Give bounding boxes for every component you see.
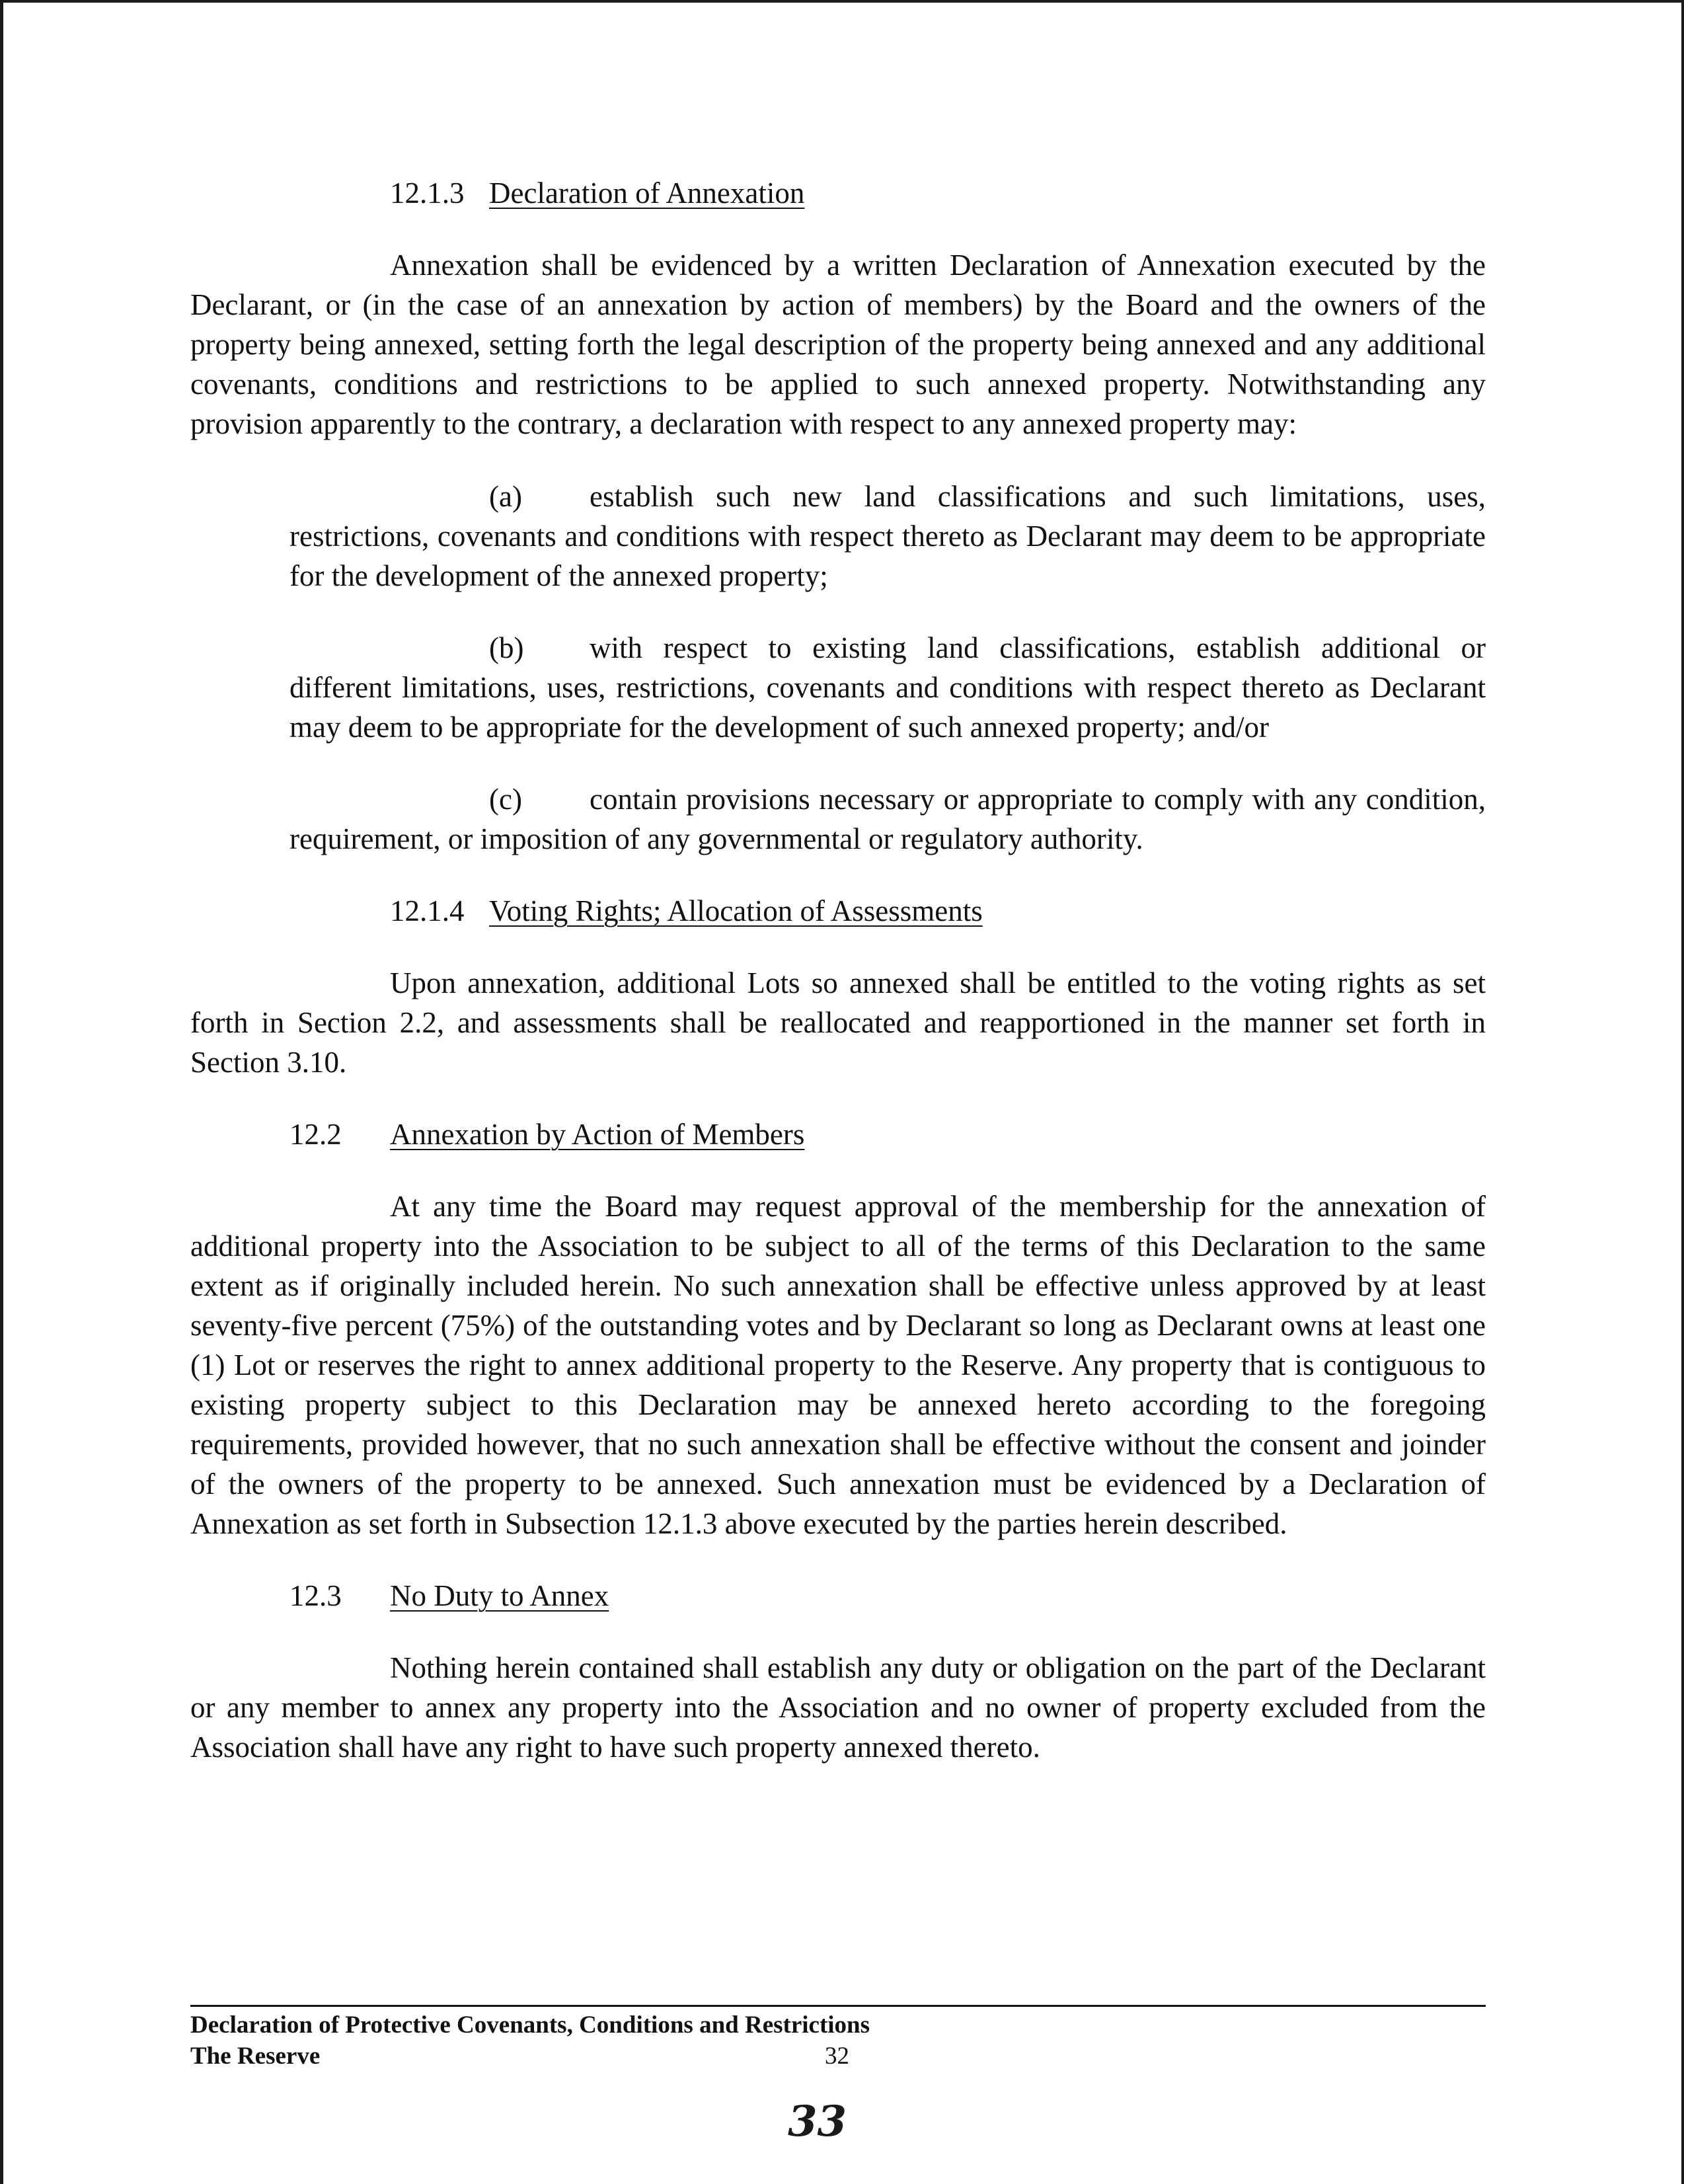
list-item-text: with respect to existing land classifications, establish additional or different limitations, uses, restrictions, covenants and conditions with respect thereto as Declarant may deem to be appropriate for the development of such annexed property; and/or <box>289 631 1486 744</box>
footer-document-title: Declaration of Protective Covenants, Conditions and Restrictions <box>190 2011 870 2039</box>
scan-border-left <box>0 0 3 2184</box>
page-footer <box>190 2009 1486 2072</box>
list-item-label: (c) <box>489 783 522 816</box>
paragraph-12-1-3: Annexation shall be evidenced by a written Declaration of Annexation executed by the Declarant, or (in the case of an annexation by action of members) by the Board and the owners of the property being annexed, setting forth the legal description of the property being annexed and any additional covenants, conditions and restrictions to be applied to such annexed property. Notwithstanding any provision apparently to the contrary, a declaration with respect to any annexed property may: <box>190 249 1486 440</box>
heading-12-2 <box>190 1114 1486 1154</box>
heading-12-1-4 <box>190 891 1486 931</box>
heading-title: Voting Rights; Allocation of Assessments <box>489 894 983 927</box>
heading-title: No Duty to Annex <box>390 1579 609 1612</box>
footer-community-name: The Reserve <box>190 2043 321 2070</box>
paragraph-12-3: Nothing herein contained shall establish any duty or obligation on the part of the Declarant or any member to annex any property into the Association and no owner of property excluded from the Association shall have any right to have such property annexed thereto. <box>190 1651 1486 1764</box>
list-item-text: establish such new land classifications and such limitations, uses, restrictions, covenants and conditions with respect thereto as Declarant may deem to be appropriate for the development of the annexed property; <box>289 480 1486 592</box>
scan-border-right <box>1681 0 1684 2184</box>
list-item-a <box>289 477 1486 596</box>
heading-12-1-3 <box>190 173 1486 213</box>
heading-number: 12.2 <box>289 1118 342 1151</box>
heading-12-3 <box>190 1576 1486 1616</box>
heading-title: Annexation by Action of Members <box>390 1118 805 1151</box>
heading-number: 12.3 <box>289 1579 342 1612</box>
heading-title: Declaration of Annexation <box>489 176 805 210</box>
list-item-label: (a) <box>489 480 522 513</box>
handwritten-page-stamp: 33 <box>788 2097 847 2146</box>
list-item-c <box>289 779 1486 859</box>
scan-border-top <box>0 0 1684 3</box>
paragraph-12-1-4: Upon annexation, additional Lots so annexed shall be entitled to the voting rights as set forth in Section 2.2, and assessments shall be reallocated and reapportioned in the manner set forth in Section 3.10. <box>190 966 1486 1079</box>
footer-divider <box>190 2005 1486 2007</box>
heading-number: 12.1.3 <box>390 176 465 210</box>
document-body <box>190 173 1486 1767</box>
list-item-text: contain provisions necessary or appropriate to comply with any condition, requirement, or imposition of any governmental or regulatory authority. <box>289 783 1486 855</box>
list-item-label: (b) <box>489 631 524 664</box>
paragraph-12-2: At any time the Board may request approval of the membership for the annexation of additional property into the Association to be subject to all of the terms of this Declaration to the same extent as if originally included herein. No such annexation shall be effective unless approved by at least seventy-five percent (75%) of the outstanding votes and by Declarant so long as Declarant owns at least one (1) Lot or reserves the right to annex additional property to the Reserve. Any property that is contiguous to existing property subject to this Declaration may be annexed hereto according to the foregoing requirements, provided however, that no such annexation shall be effective without the consent and joinder of the owners of the property to be annexed. Such annexation must be evidenced by a Declaration of Annexation as set forth in Subsection 12.1.3 above executed by the parties herein described. <box>190 1190 1486 1540</box>
list-item-b <box>289 628 1486 747</box>
page-number: 32 <box>825 2043 849 2070</box>
heading-number: 12.1.4 <box>390 894 465 927</box>
